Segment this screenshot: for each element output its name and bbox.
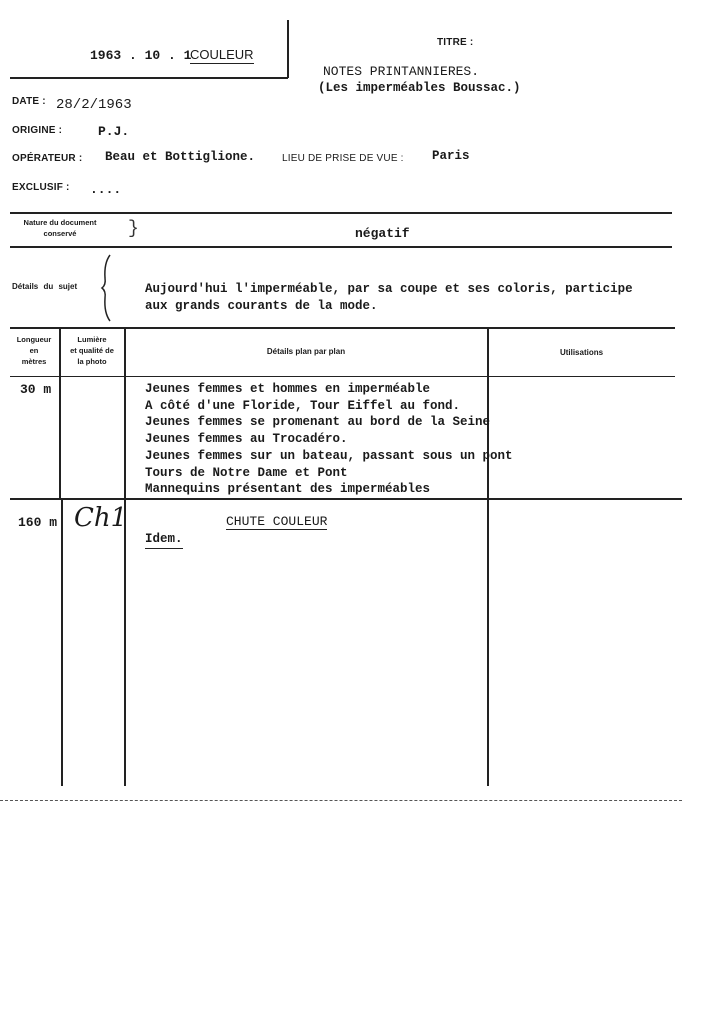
date-value: 28/2/1963: [56, 97, 132, 113]
row2-longueur: 160 m: [18, 515, 58, 530]
nature-label: [10, 217, 110, 239]
col-divider-1b: [61, 500, 63, 786]
operateur-value: Beau et Bottiglione.: [105, 150, 256, 164]
details-line-1: Aujourd'hui l'imperméable, par sa coupe et ses coloris, participe: [145, 282, 633, 296]
exclusif-label: EXCLUSIF :: [12, 182, 70, 193]
bracket-shape: [100, 253, 116, 323]
lieu-value: Paris: [432, 149, 470, 163]
header-lumiere-line1: Lumière: [77, 335, 107, 344]
header-details: Détails plan par plan: [266, 347, 346, 356]
row2-lumiere-handwritten: Ch1: [74, 503, 128, 533]
row1-line-5: Jeunes femmes sur un bateau, passant sous un pont: [145, 448, 513, 463]
document-title: NOTES PRINTANNIERES.: [323, 64, 480, 79]
nature-value: négatif: [355, 226, 410, 241]
operateur-label: OPÉRATEUR :: [12, 153, 83, 164]
header-rule: [10, 77, 288, 79]
header-lumiere-line3: la photo: [77, 357, 107, 366]
header-longueur-line3: mètres: [21, 357, 47, 366]
header-longueur-line2: en: [29, 346, 39, 355]
origine-label: ORIGINE :: [12, 125, 63, 136]
header-divider: [287, 20, 289, 78]
exclusif-value: ....: [90, 182, 122, 197]
col-divider-2: [124, 329, 126, 786]
rule-above-nature: [10, 212, 672, 214]
details-bracket: [100, 253, 116, 328]
lieu-label: LIEU DE PRISE DE VUE :: [282, 153, 404, 164]
row1-line-2: A côté d'une Floride, Tour Eiffel au fond.: [145, 398, 461, 413]
row1-details: [145, 381, 513, 498]
row1-line-7: Mannequins présentant des imperméables: [145, 482, 431, 497]
table-header-rule: [10, 376, 675, 377]
header-longueur-line1: Longueur: [16, 335, 52, 344]
nature-bracket: }: [128, 219, 139, 239]
details-line-2: aux grands courants de la mode.: [145, 299, 378, 313]
reference-number: 1963 . 10 . 1: [90, 48, 192, 63]
document-subtitle: (Les imperméables Boussac.): [318, 81, 521, 95]
nature-label-line2: conservé: [43, 229, 77, 238]
table-top-rule: [10, 327, 675, 329]
header-longueur: [10, 334, 58, 367]
row1-longueur: 30 m: [20, 382, 52, 397]
origine-value: P.J.: [98, 124, 130, 139]
header-lumiere: [61, 334, 123, 367]
nature-label-line1: Nature du document: [23, 218, 97, 227]
row2-line-1: Idem.: [145, 531, 183, 549]
header-lumiere-line2: et qualité de: [70, 346, 114, 355]
date-label: DATE :: [12, 96, 46, 107]
titre-label: TITRE :: [437, 37, 474, 48]
bottom-border: [0, 800, 682, 803]
details-label: Détails du sujet: [12, 282, 78, 291]
row1-line-3: Jeunes femmes se promenant au bord de la Seine: [145, 415, 491, 430]
header-utilisations: Utilisations: [559, 348, 604, 357]
row-divider: [10, 498, 682, 500]
reference-color: COULEUR: [190, 47, 254, 62]
row1-line-1: Jeunes femmes et hommes en imperméable: [145, 382, 431, 396]
row1-line-4: Jeunes femmes au Trocadéro.: [145, 432, 348, 447]
rule-below-nature: [10, 246, 672, 248]
row2-heading: CHUTE COULEUR: [226, 514, 328, 529]
row1-line-6: Tours de Notre Dame et Pont: [145, 465, 348, 480]
